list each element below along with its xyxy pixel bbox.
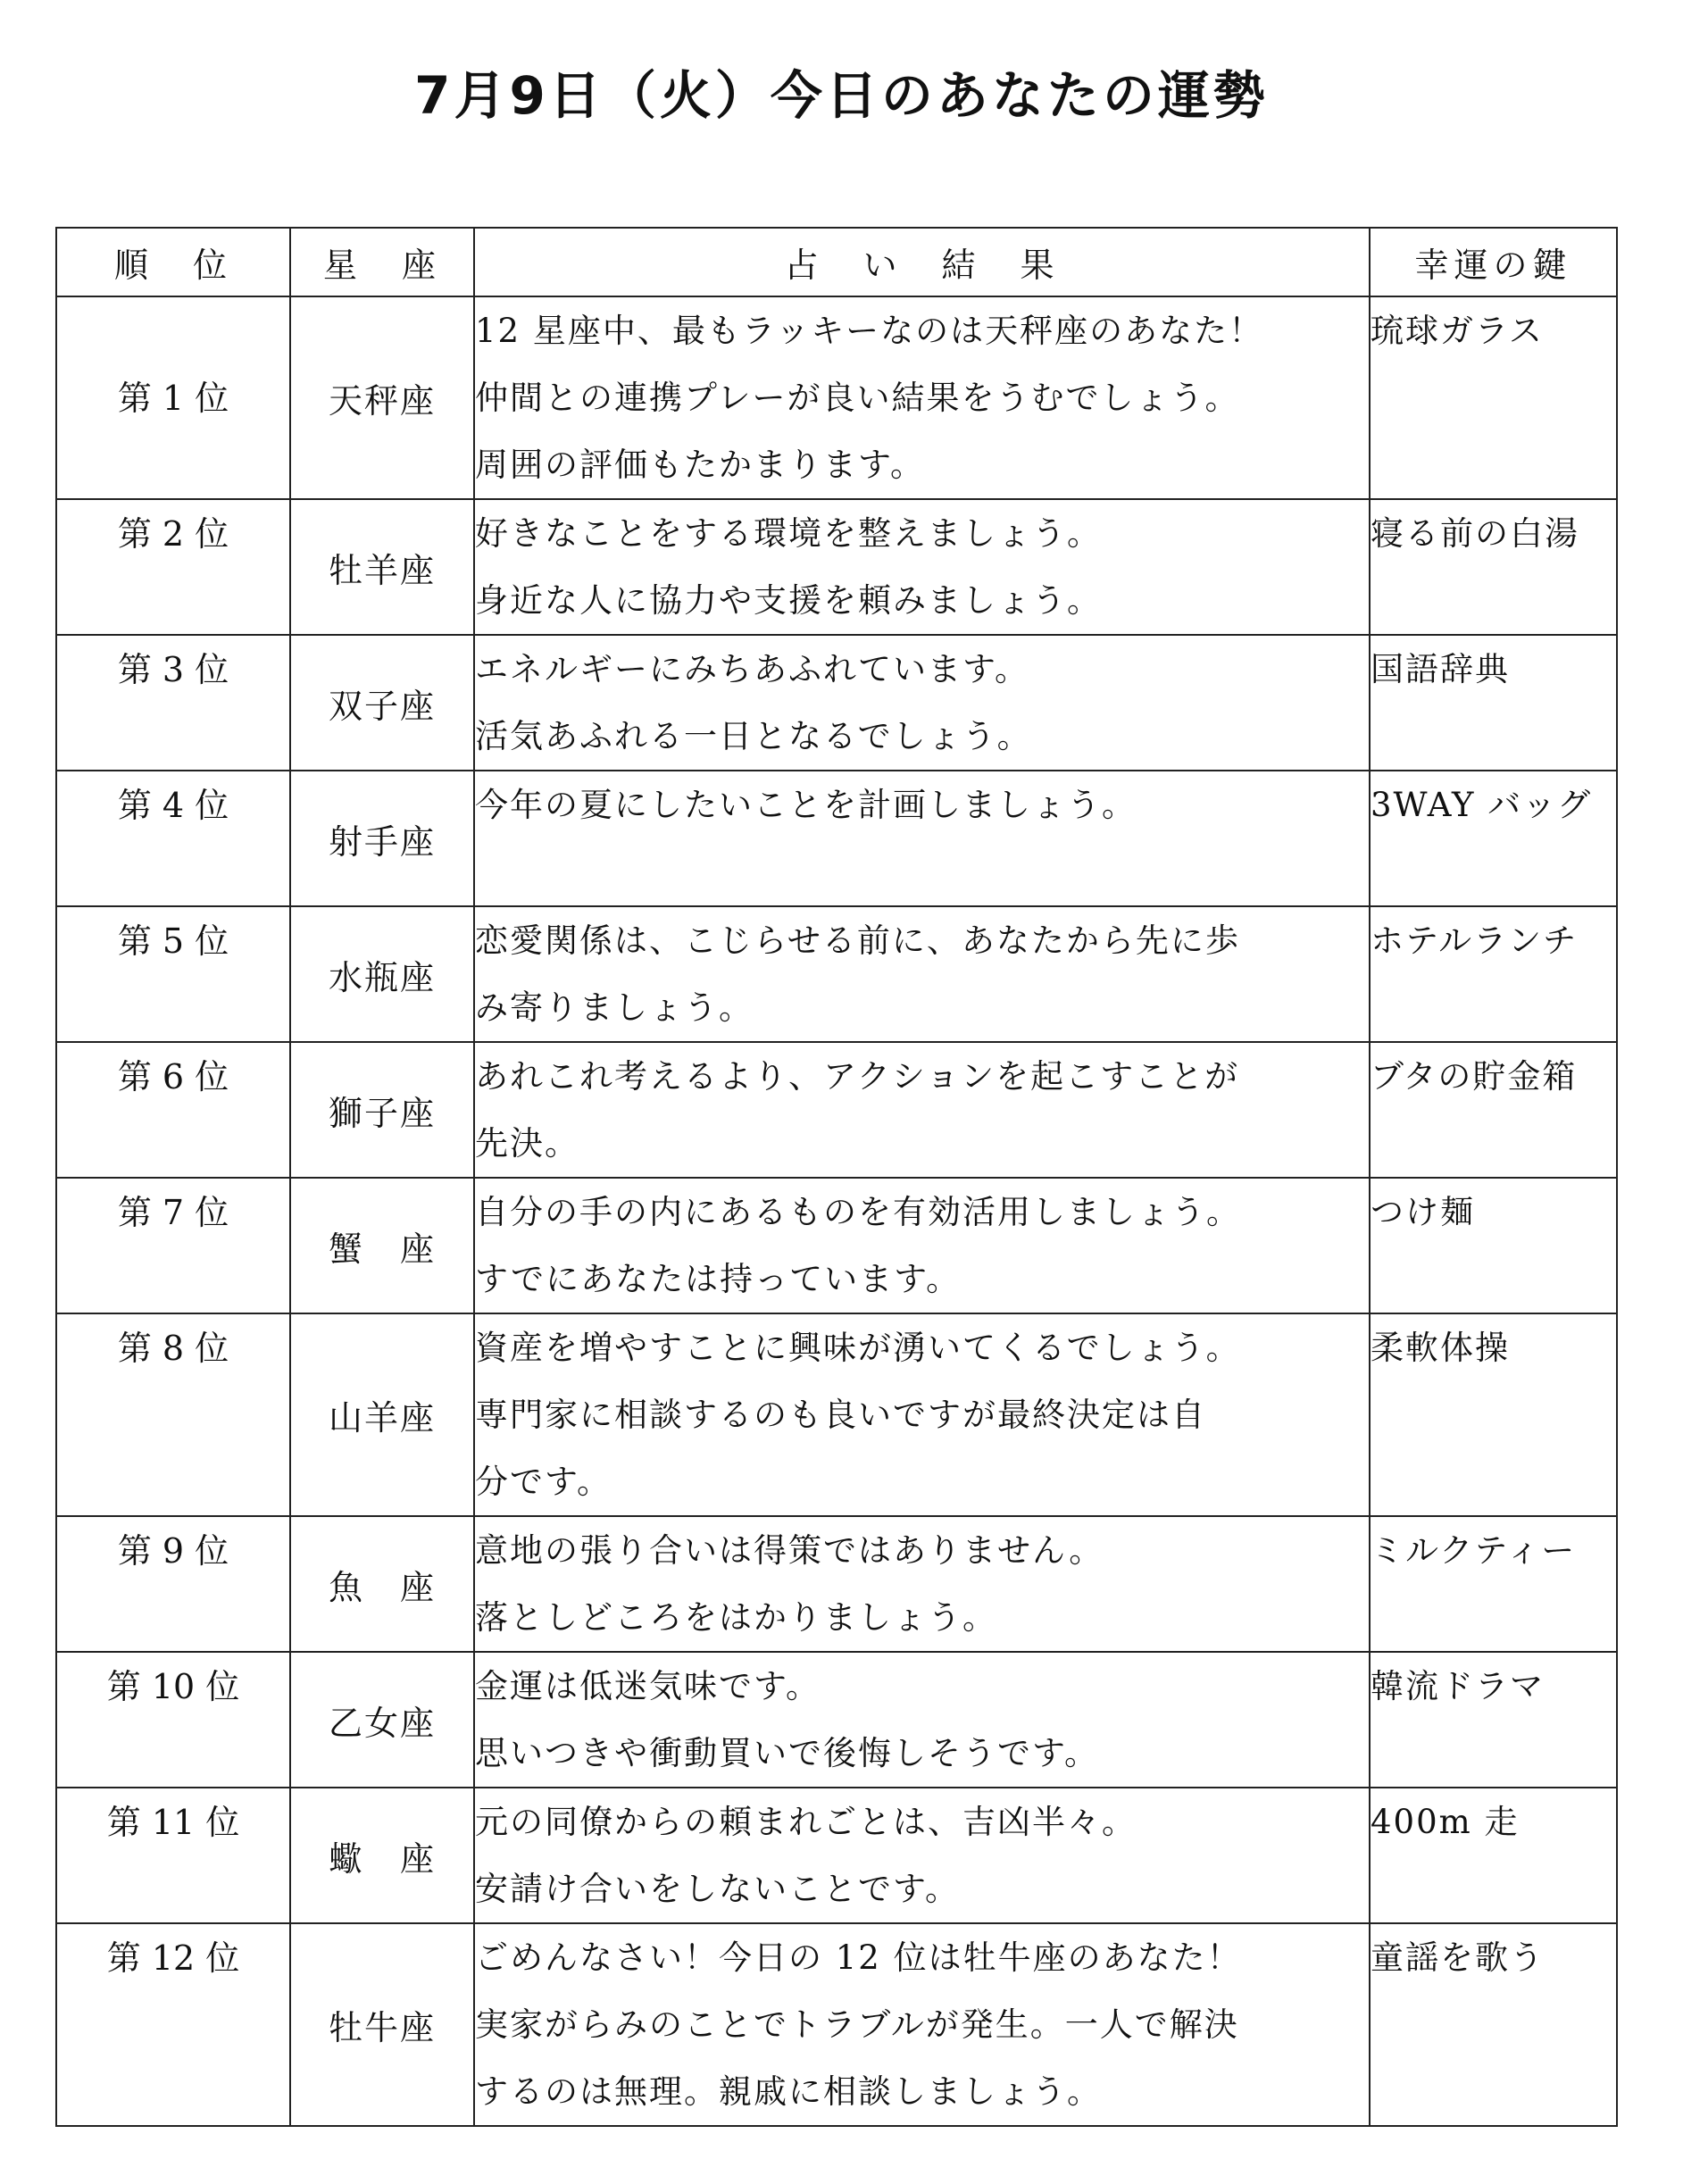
rank-label: 第 8 位 — [117, 1329, 229, 1368]
sign-label: 水瓶座 — [328, 957, 436, 997]
rank-label: 第 12 位 — [106, 1938, 240, 1978]
rank-cell — [56, 1516, 290, 1652]
result-line: 専門家に相談するのも良いですが最終決定は自 — [475, 1396, 1206, 1434]
sign-cell — [290, 635, 474, 771]
sign-label: 獅子座 — [328, 1093, 436, 1133]
sign-cell — [290, 1652, 474, 1788]
rank-label: 第 1 位 — [117, 378, 229, 418]
result-line: 今年の夏にしたいことを計画しましょう。 — [475, 786, 1137, 824]
sign-label: 乙女座 — [328, 1703, 436, 1743]
result-line: 周囲の評価もたかまります。 — [475, 446, 926, 484]
sign-cell — [290, 1923, 474, 2126]
key-label: 400m 走 — [1371, 1803, 1520, 1841]
sign-label: 双子座 — [328, 686, 436, 726]
result-line: 安請け合いをしないことです。 — [475, 1870, 961, 1908]
key-cell — [1370, 1788, 1617, 1923]
sign-cell — [290, 1788, 474, 1923]
key-label: ミルクティー — [1371, 1531, 1577, 1570]
table-row — [56, 1042, 1617, 1178]
rank-cell — [56, 771, 290, 906]
header-key: 幸運の鍵 — [1370, 228, 1617, 296]
table-row — [56, 906, 1617, 1042]
result-line: 12 星座中、最もラッキーなのは天秤座のあなた！ — [475, 312, 1264, 350]
result-line: 思いつきや衝動買いで後悔しそうです。 — [475, 1734, 1100, 1772]
rank-cell — [56, 1652, 290, 1788]
rank-cell — [56, 635, 290, 771]
table-row — [56, 1516, 1617, 1652]
table-row — [56, 1652, 1617, 1788]
result-line: 元の同僚からの頼まれごとは、吉凶半々。 — [475, 1803, 1137, 1841]
table-row — [56, 499, 1617, 635]
rank-cell — [56, 1313, 290, 1516]
rank-label: 第 3 位 — [117, 650, 229, 689]
key-label: 柔軟体操 — [1371, 1329, 1510, 1367]
sign-cell — [290, 296, 474, 499]
key-label: ホテルランチ — [1371, 921, 1579, 960]
rank-cell — [56, 1178, 290, 1313]
result-line: 落としどころをはかりましょう。 — [475, 1598, 997, 1637]
table-row — [56, 635, 1617, 771]
rank-label: 第 10 位 — [106, 1667, 240, 1706]
key-cell — [1370, 1178, 1617, 1313]
rank-label: 第 2 位 — [117, 514, 229, 554]
key-label: 韓流ドラマ — [1371, 1667, 1545, 1705]
key-cell — [1370, 296, 1617, 499]
key-cell — [1370, 906, 1617, 1042]
key-cell — [1370, 771, 1617, 906]
key-label: 寝る前の白湯 — [1371, 514, 1579, 553]
sign-label: 蠍 座 — [328, 1838, 436, 1879]
result-line: 仲間との連携プレーが良い結果をうむでしょう。 — [475, 379, 1240, 417]
table-row — [56, 1178, 1617, 1313]
key-label: 童謡を歌う — [1371, 1938, 1545, 1977]
sign-label: 山羊座 — [328, 1398, 436, 1438]
result-cell — [474, 635, 1370, 771]
header-rank: 順 位 — [56, 228, 290, 296]
result-line: 自分の手の内にあるものを有効活用しましょう。 — [475, 1193, 1241, 1231]
sign-cell — [290, 771, 474, 906]
key-cell — [1370, 635, 1617, 771]
rank-cell — [56, 1923, 290, 2126]
result-line: 金運は低迷気味です。 — [475, 1667, 821, 1705]
table-row — [56, 296, 1617, 499]
table-row — [56, 1313, 1617, 1516]
rank-label: 第 4 位 — [117, 786, 229, 825]
result-line: 資産を増やすことに興味が湧いてくるでしょう。 — [475, 1329, 1241, 1367]
result-cell — [474, 771, 1370, 906]
sign-label: 天秤座 — [328, 381, 436, 421]
sign-cell — [290, 906, 474, 1042]
result-cell — [474, 1178, 1370, 1313]
sign-label: 射手座 — [328, 821, 436, 862]
key-label: 3WAY バッグ — [1371, 786, 1593, 824]
key-label: 国語辞典 — [1371, 650, 1510, 688]
fortune-table — [55, 227, 1618, 2127]
result-line: すでにあなたは持っています。 — [475, 1260, 962, 1298]
key-cell — [1370, 1652, 1617, 1788]
result-cell — [474, 1042, 1370, 1178]
sign-label: 牡牛座 — [328, 2008, 436, 2047]
rank-label: 第 6 位 — [117, 1057, 229, 1096]
result-line: 実家がらみのことでトラブルが発生。一人で解決 — [475, 2005, 1239, 2044]
result-line: 意地の張り合いは得策ではありません。 — [475, 1531, 1104, 1570]
result-line: 好きなことをする環境を整えましょう。 — [475, 514, 1102, 553]
key-label: 琉球ガラス — [1371, 312, 1544, 350]
sign-cell — [290, 1178, 474, 1313]
rank-label: 第 11 位 — [106, 1803, 240, 1842]
result-line: エネルギーにみちあふれています。 — [475, 650, 1030, 688]
result-cell — [474, 1788, 1370, 1923]
rank-cell — [56, 1788, 290, 1923]
result-cell — [474, 296, 1370, 499]
result-line: 恋愛関係は、こじらせる前に、あなたから先に歩 — [475, 921, 1240, 960]
result-cell — [474, 1313, 1370, 1516]
rank-label: 第 5 位 — [117, 921, 229, 961]
table-row — [56, 771, 1617, 906]
sign-cell — [290, 1313, 474, 1516]
key-cell — [1370, 1516, 1617, 1652]
sign-label: 牡羊座 — [328, 550, 436, 590]
rank-cell — [56, 296, 290, 499]
key-cell — [1370, 1923, 1617, 2126]
sign-cell — [290, 1042, 474, 1178]
header-row — [56, 228, 1617, 296]
key-label: つけ麺 — [1371, 1193, 1475, 1231]
result-cell — [474, 1516, 1370, 1652]
sign-cell — [290, 499, 474, 635]
result-cell — [474, 499, 1370, 635]
rank-label: 第 7 位 — [117, 1193, 229, 1232]
key-cell — [1370, 1042, 1617, 1178]
sign-cell — [290, 1516, 474, 1652]
result-line: するのは無理。親戚に相談しましょう。 — [475, 2072, 1102, 2111]
page-title: 7月9日（火）今日のあなたの運勢 — [414, 65, 1269, 126]
key-cell — [1370, 1313, 1617, 1516]
result-line: 身近な人に協力や支援を頼みましょう。 — [475, 581, 1102, 620]
table-row — [56, 1923, 1617, 2126]
rank-cell — [56, 1042, 290, 1178]
rank-label: 第 9 位 — [117, 1531, 229, 1571]
result-cell — [474, 1652, 1370, 1788]
result-line: 活気あふれる一日となるでしょう。 — [475, 717, 1032, 755]
result-line: 先決。 — [475, 1124, 579, 1163]
key-cell — [1370, 499, 1617, 635]
table-body — [56, 296, 1617, 2126]
result-line: あれこれ考えるより、アクションを起こすことが — [475, 1057, 1240, 1096]
table-header — [56, 228, 1617, 296]
result-cell — [474, 906, 1370, 1042]
result-line: み寄りましょう。 — [475, 988, 754, 1027]
result-line: ごめんなさい！今日の 12 位は牡牛座のあなた！ — [475, 1938, 1242, 1977]
key-label: ブタの貯金箱 — [1371, 1057, 1578, 1096]
table-row — [56, 1788, 1617, 1923]
result-line: 分です。 — [475, 1463, 612, 1501]
sign-label: 魚 座 — [328, 1567, 436, 1607]
sign-label: 蟹 座 — [328, 1229, 436, 1269]
result-cell — [474, 1923, 1370, 2126]
header-sign: 星 座 — [290, 228, 474, 296]
header-result: 占 い 結 果 — [474, 228, 1370, 296]
rank-cell — [56, 906, 290, 1042]
rank-cell — [56, 499, 290, 635]
